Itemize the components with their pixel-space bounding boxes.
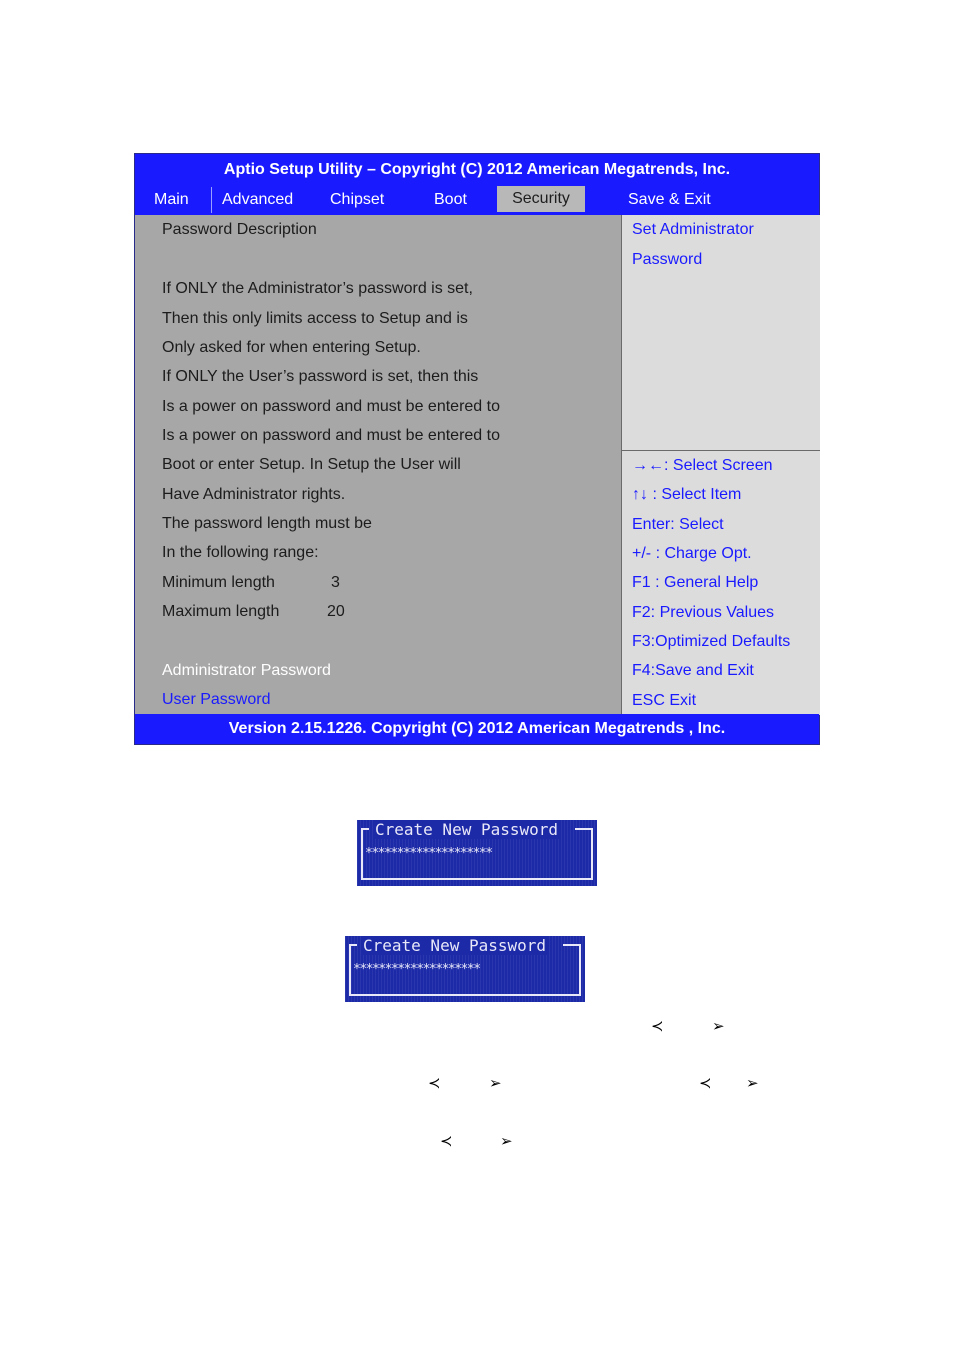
- max-length-label: Maximum length: [162, 603, 280, 620]
- description-line: Is a power on password and must be entered to: [162, 427, 500, 444]
- tab-boot[interactable]: Boot: [434, 191, 467, 208]
- right-key-icon: ➢: [500, 1132, 513, 1150]
- tab-advanced[interactable]: Advanced: [222, 191, 294, 208]
- description-heading: Password Description: [162, 221, 317, 238]
- key-help-enter: Enter: Select: [632, 516, 724, 533]
- description-line: Then this only limits access to Setup and is: [162, 310, 468, 327]
- password-input[interactable]: ********************: [353, 962, 480, 977]
- main-panel: [135, 215, 621, 715]
- right-key-icon: ➢: [712, 1017, 725, 1035]
- min-length-label: Minimum length: [162, 574, 275, 591]
- left-key-icon: ≺: [428, 1074, 441, 1092]
- help-divider: [622, 450, 820, 451]
- create-password-dialog: [357, 820, 597, 886]
- bios-setup-screen: [134, 153, 820, 745]
- administrator-password-item[interactable]: Administrator Password: [162, 662, 331, 679]
- left-key-icon: ≺: [651, 1017, 664, 1035]
- min-length-value: 3: [331, 574, 340, 591]
- dialog-frame-corner: [361, 828, 369, 830]
- key-help-f2: F2: Previous Values: [632, 604, 774, 621]
- description-line: Only asked for when entering Setup.: [162, 339, 421, 356]
- password-input[interactable]: ********************: [365, 846, 492, 861]
- tab-security[interactable]: Security: [497, 186, 585, 212]
- description-line: In the following range:: [162, 544, 319, 561]
- user-password-item[interactable]: User Password: [162, 691, 271, 708]
- description-line: If ONLY the User’s password is set, then this: [162, 368, 479, 385]
- description-line: Boot or enter Setup. In Setup the User will: [162, 456, 461, 473]
- tab-separator: [211, 187, 212, 213]
- description-line: Is a power on password and must be entered to: [162, 398, 500, 415]
- key-help-select-item: ↑↓ : Select Item: [632, 486, 742, 503]
- description-line: The password length must be: [162, 515, 372, 532]
- bios-tab-bar: [135, 185, 819, 215]
- max-length-value: 20: [327, 603, 345, 620]
- description-line: If ONLY the Administrator’s password is set,: [162, 280, 473, 297]
- key-help-change-opt: +/- : Charge Opt.: [632, 545, 752, 562]
- right-key-icon: ➢: [489, 1074, 502, 1092]
- key-help-f4: F4:Save and Exit: [632, 662, 754, 679]
- help-panel: [621, 215, 820, 715]
- confirm-password-dialog: [345, 936, 585, 1002]
- dialog-title: Create New Password: [363, 936, 547, 955]
- tab-save-exit[interactable]: Save & Exit: [628, 191, 711, 208]
- dialog-frame-corner: [563, 944, 581, 946]
- bios-title-bar: Aptio Setup Utility – Copyright (C) 2012 American Megatrends, Inc.: [135, 154, 819, 185]
- dialog-frame-corner: [575, 828, 593, 830]
- key-help-f3: F3:Optimized Defaults: [632, 633, 791, 650]
- left-key-icon: ≺: [699, 1074, 712, 1092]
- key-help-select-screen: →←: Select Screen: [632, 457, 773, 474]
- item-help-line: Password: [632, 251, 703, 268]
- dialog-title: Create New Password: [375, 820, 559, 839]
- left-key-icon: ≺: [440, 1132, 453, 1150]
- right-key-icon: ➢: [746, 1074, 759, 1092]
- dialog-frame-corner: [349, 944, 357, 946]
- key-help-f1: F1 : General Help: [632, 574, 759, 591]
- tab-main[interactable]: Main: [154, 191, 189, 208]
- key-help-esc: ESC Exit: [632, 692, 697, 709]
- bios-footer-bar: Version 2.15.1226. Copyright (C) 2012 American Megatrends , Inc.: [135, 714, 819, 744]
- tab-chipset[interactable]: Chipset: [330, 191, 385, 208]
- description-line: Have Administrator rights.: [162, 486, 346, 503]
- item-help-line: Set Administrator: [632, 221, 754, 238]
